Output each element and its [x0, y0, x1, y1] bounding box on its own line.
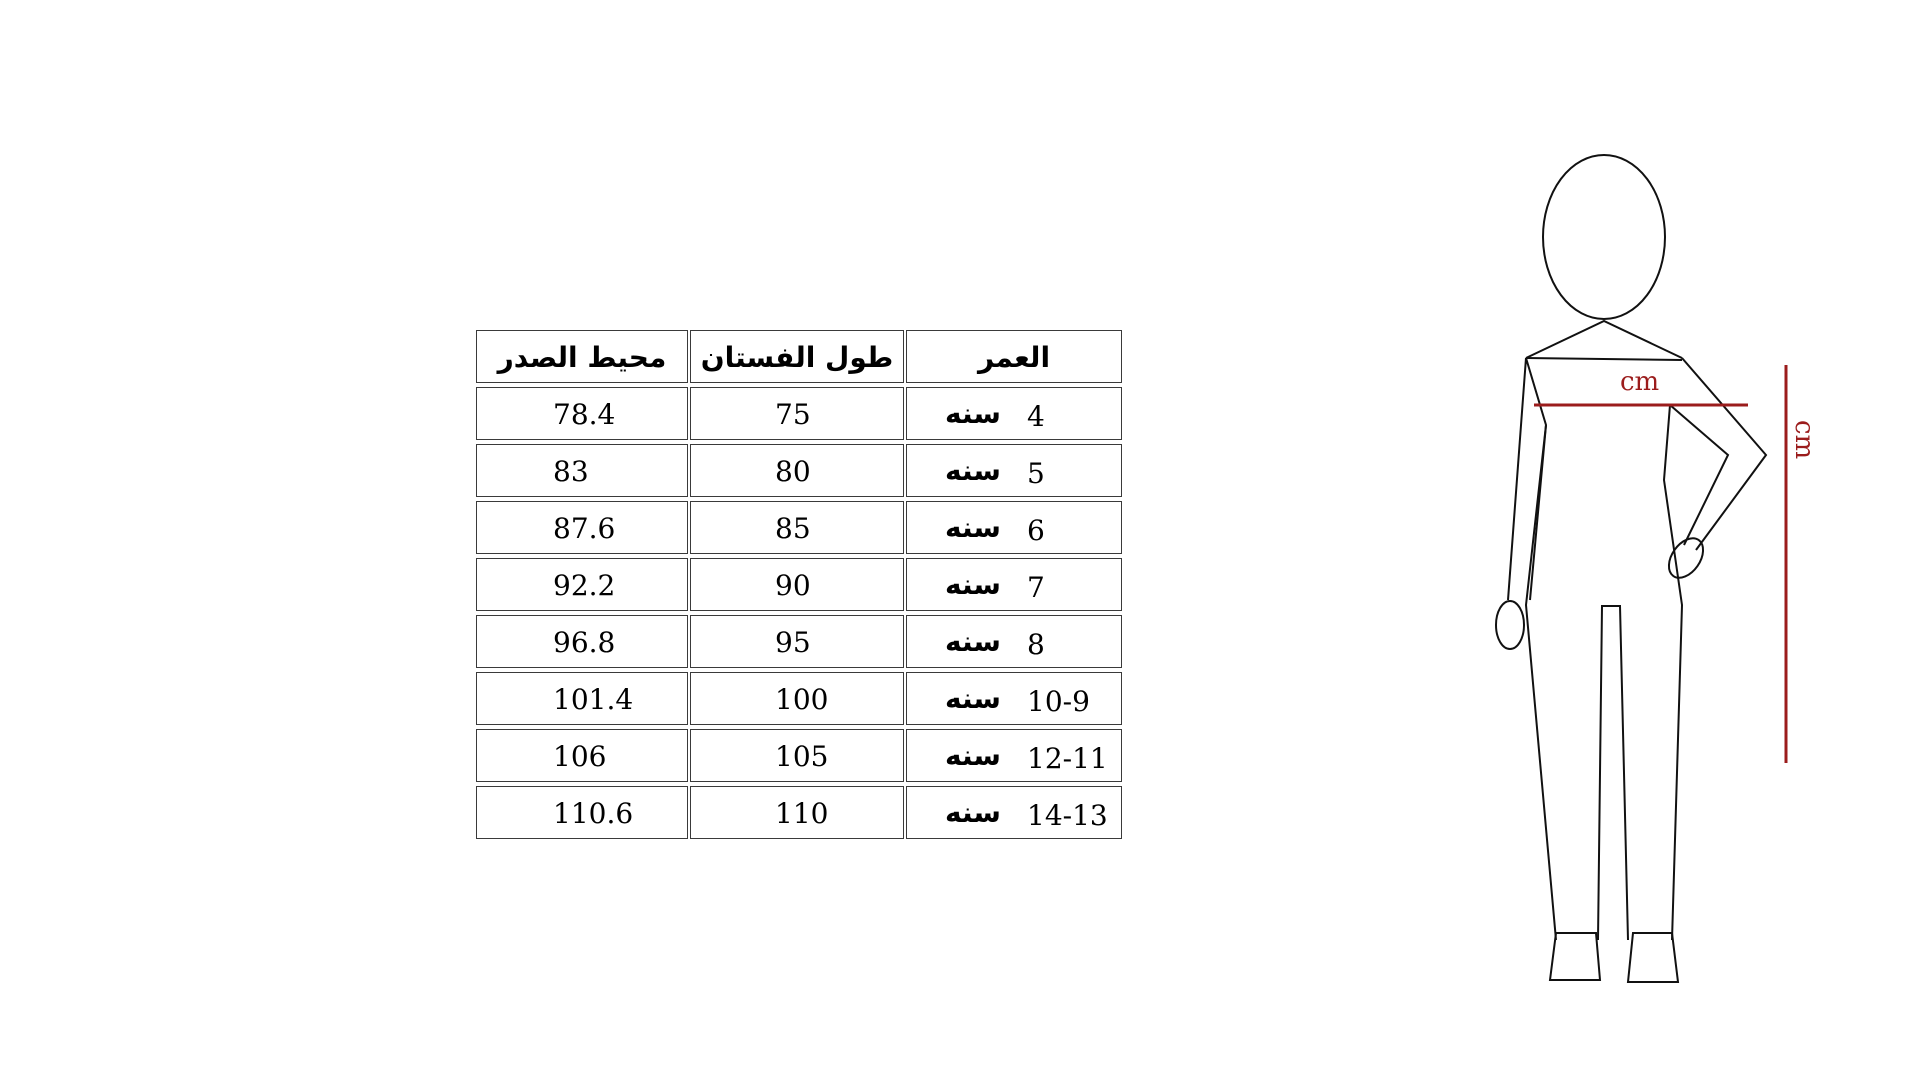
- right-arm: [1670, 358, 1766, 550]
- age-value: 10-9: [1027, 685, 1090, 718]
- chest-cell: [476, 615, 688, 668]
- age-unit: سنه: [945, 397, 1001, 430]
- length-cell: [690, 387, 904, 440]
- length-cell: [690, 558, 904, 611]
- chest-value: 83: [553, 455, 589, 488]
- chest-value: 96.8: [553, 626, 616, 659]
- length-cell: [690, 444, 904, 497]
- chest-value: 78.4: [553, 398, 616, 431]
- age-cell: [906, 786, 1122, 839]
- age-unit: سنه: [945, 568, 1001, 601]
- left-hand: [1496, 601, 1524, 649]
- length-cell: [690, 501, 904, 554]
- age-value: 7: [1027, 571, 1045, 604]
- age-cell: [906, 672, 1122, 725]
- size-table: [476, 330, 1122, 843]
- age-cell: [906, 558, 1122, 611]
- chest-value: 92.2: [553, 569, 616, 602]
- age-unit: سنه: [945, 625, 1001, 658]
- table-row: [476, 387, 1122, 444]
- header-age: العمر: [977, 341, 1051, 374]
- chest-value: 101.4: [553, 683, 634, 716]
- left-foot: [1550, 933, 1600, 980]
- chest-cell: [476, 672, 688, 725]
- chest-value: 87.6: [553, 512, 616, 545]
- table-row: [476, 444, 1122, 501]
- age-value: 6: [1027, 514, 1045, 547]
- length-cell: [690, 672, 904, 725]
- table-row: [476, 558, 1122, 615]
- table-row: [476, 501, 1122, 558]
- chest-cell: [476, 387, 688, 440]
- shoulder-line: [1526, 321, 1682, 358]
- chest-cm-label: cm: [1620, 367, 1660, 397]
- table-header-row: [476, 330, 1122, 387]
- table-row: [476, 786, 1122, 843]
- length-value: 85: [775, 512, 811, 545]
- age-cell: [906, 387, 1122, 440]
- chest-cell: [476, 501, 688, 554]
- length-cm-label: cm: [1789, 420, 1819, 460]
- age-cell: [906, 615, 1122, 668]
- chest-cell: [476, 729, 688, 782]
- age-value: 5: [1027, 457, 1045, 490]
- age-unit: سنه: [945, 682, 1001, 715]
- length-value: 105: [775, 740, 829, 773]
- age-unit: سنه: [945, 511, 1001, 544]
- chest-value: 110.6: [553, 797, 634, 830]
- table-row: [476, 729, 1122, 786]
- head-shape: [1543, 155, 1665, 319]
- right-body-outline: [1664, 405, 1682, 940]
- chest-value: 106: [553, 740, 607, 773]
- length-value: 95: [775, 626, 811, 659]
- chest-top-line: [1526, 358, 1682, 360]
- header-length-cell: [690, 330, 904, 383]
- length-value: 110: [775, 797, 829, 830]
- length-value: 100: [775, 683, 829, 716]
- child-figure-diagram: [1470, 150, 1830, 1000]
- age-cell: [906, 501, 1122, 554]
- inner-legs: [1598, 606, 1628, 940]
- table-row: [476, 672, 1122, 729]
- age-value: 12-11: [1027, 742, 1108, 775]
- header-chest: محيط الصدر: [497, 341, 667, 374]
- length-value: 80: [775, 455, 811, 488]
- age-unit: سنه: [945, 739, 1001, 772]
- age-unit: سنه: [945, 796, 1001, 829]
- table-row: [476, 615, 1122, 672]
- chest-cell: [476, 558, 688, 611]
- left-body-outline: [1526, 425, 1556, 940]
- age-value: 14-13: [1027, 799, 1108, 832]
- age-cell: [906, 444, 1122, 497]
- length-cell: [690, 615, 904, 668]
- length-cell: [690, 729, 904, 782]
- child-silhouette: [1496, 155, 1766, 982]
- chest-cell: [476, 786, 688, 839]
- right-foot: [1628, 933, 1678, 982]
- length-value: 90: [775, 569, 811, 602]
- header-chest-cell: [476, 330, 688, 383]
- length-cell: [690, 786, 904, 839]
- age-value: 4: [1027, 400, 1045, 433]
- age-value: 8: [1027, 628, 1045, 661]
- length-value: 75: [775, 398, 811, 431]
- age-unit: سنه: [945, 454, 1001, 487]
- chest-cell: [476, 444, 688, 497]
- header-age-cell: [906, 330, 1122, 383]
- header-length: طول الفستان: [700, 341, 894, 374]
- age-cell: [906, 729, 1122, 782]
